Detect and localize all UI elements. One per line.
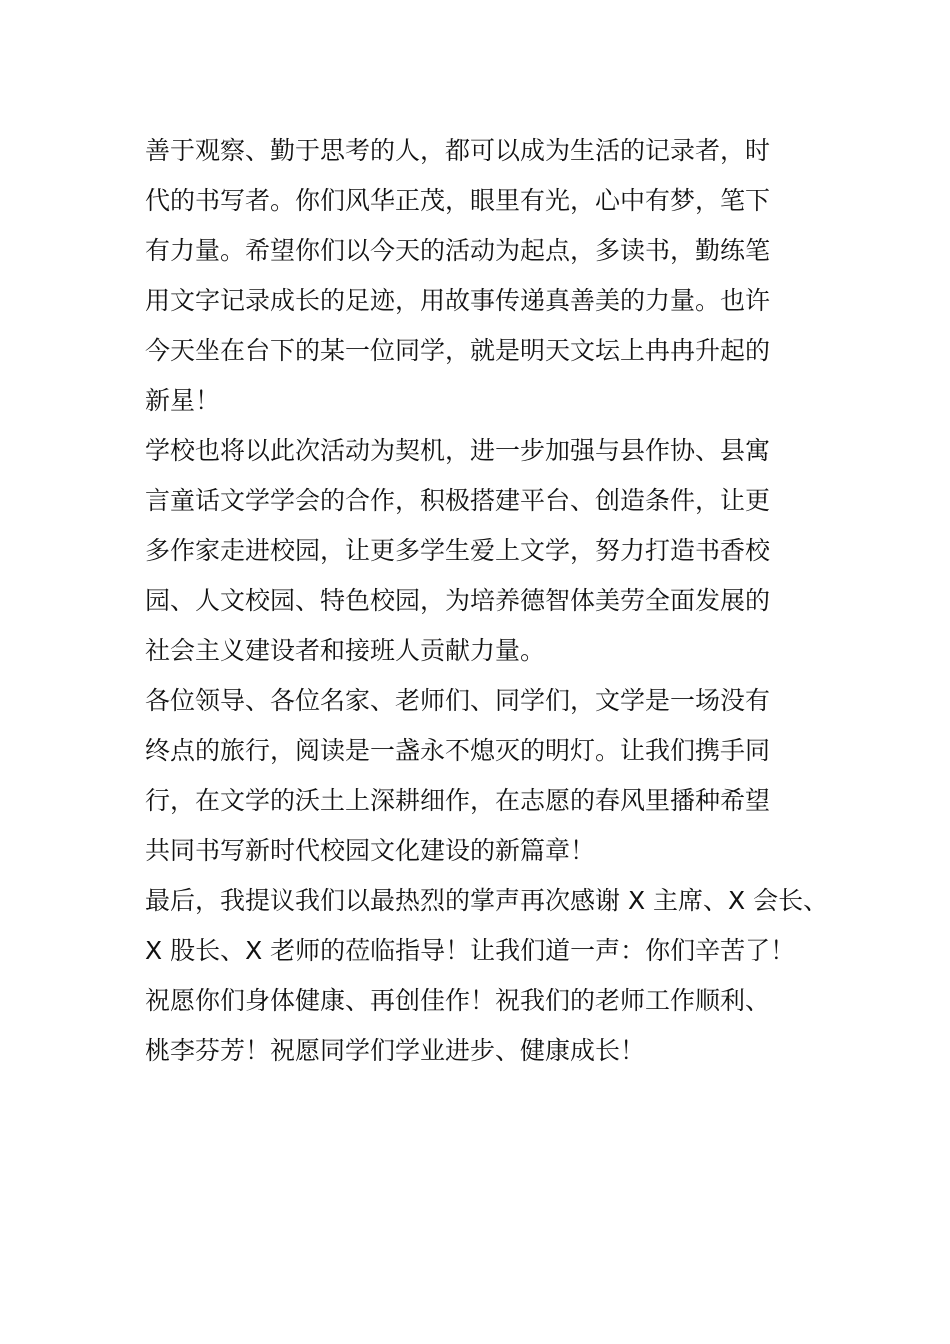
text-line: 桃李芬芳！祝愿同学们学业进步、健康成长！ (145, 1036, 646, 1065)
text-line: 今天坐在台下的某一位同学，就是明天文坛上冉冉升起的 (145, 336, 771, 365)
text-line: 用文字记录成长的足迹，用故事传递真善美的力量。也许 (145, 286, 771, 315)
text-line: 园、人文校园、特色校园，为培养德智体美劳全面发展的 (145, 586, 771, 615)
text-line: 最后，我提议我们以最热烈的掌声再次感谢 X 主席、X 会长、 (145, 886, 829, 915)
text-line: 新星！ (145, 386, 221, 415)
body-text (145, 126, 829, 1076)
text-line: 社会主义建设者和接班人贡献力量。 (145, 636, 546, 665)
text-line: 共同书写新时代校园文化建设的新篇章！ (145, 836, 596, 865)
text-line: 学校也将以此次活动为契机，进一步加强与县作协、县寓 (145, 436, 771, 465)
text-line: 祝愿你们身体健康、再创佳作！祝我们的老师工作顺利、 (145, 986, 771, 1015)
text-line: 善于观察、勤于思考的人，都可以成为生活的记录者，时 (145, 136, 771, 165)
text-line: 言童话文学学会的合作，积极搭建平台、创造条件，让更 (145, 486, 771, 515)
text-line: 行，在文学的沃土上深耕细作，在志愿的春风里播种希望 (145, 786, 771, 815)
text-line: 有力量。希望你们以今天的活动为起点，多读书，勤练笔 (145, 236, 771, 265)
text-line: X 股长、X 老师的莅临指导！让我们道一声：你们辛苦了！ (145, 936, 796, 965)
text-line: 各位领导、各位名家、老师们、同学们，文学是一场没有 (145, 686, 771, 715)
text-line: 代的书写者。你们风华正茂，眼里有光，心中有梦，笔下 (145, 186, 771, 215)
text-line: 多作家走进校园，让更多学生爱上文学，努力打造书香校 (145, 536, 771, 565)
text-line: 终点的旅行，阅读是一盏永不熄灭的明灯。让我们携手同 (145, 736, 771, 765)
